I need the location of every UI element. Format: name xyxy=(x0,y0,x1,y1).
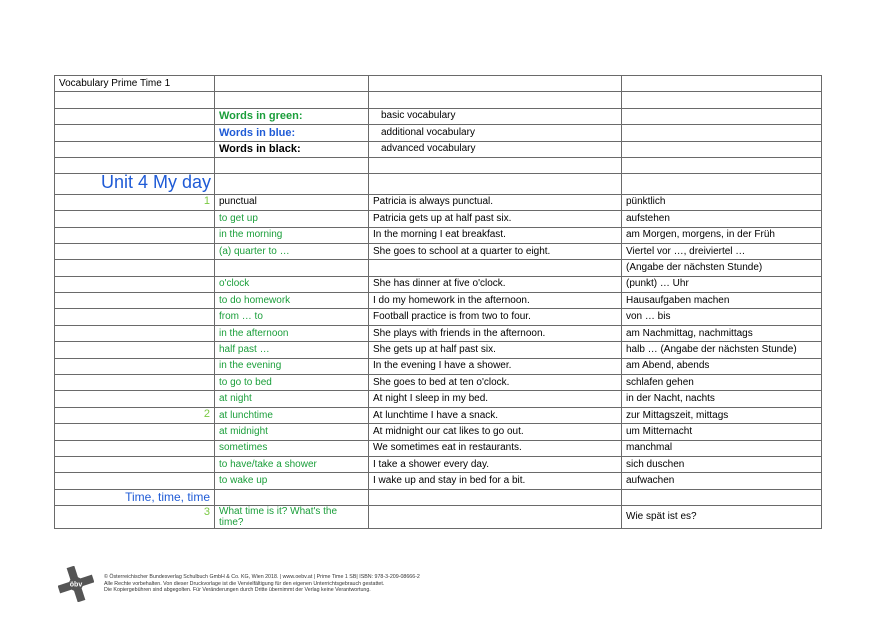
example-sentence: Patricia gets up at half past six. xyxy=(369,211,622,227)
row-number xyxy=(55,473,215,489)
row-number xyxy=(55,260,215,276)
translation: manchmal xyxy=(622,440,822,456)
row-number xyxy=(55,211,215,227)
example-sentence: In the morning I eat breakfast. xyxy=(369,227,622,243)
translation: am Abend, abends xyxy=(622,358,822,374)
translation: Wie spät ist es? xyxy=(622,506,822,529)
example-sentence: Patricia is always punctual. xyxy=(369,194,622,210)
unit-heading-row xyxy=(55,174,822,194)
vocab-row xyxy=(55,424,822,440)
unit-title: Unit 4 My day xyxy=(55,174,215,194)
translation: halb … (Angabe der nächsten Stunde) xyxy=(622,342,822,358)
translation: Viertel vor …, dreiviertel … xyxy=(622,243,822,259)
row-number xyxy=(55,309,215,325)
row-number: 2 xyxy=(55,407,215,423)
example-sentence: I do my homework in the afternoon. xyxy=(369,293,622,309)
row-number: 1 xyxy=(55,194,215,210)
vocab-row xyxy=(55,456,822,472)
vocab-word: to go to bed xyxy=(215,375,369,391)
vocab-word: sometimes xyxy=(215,440,369,456)
row-number xyxy=(55,243,215,259)
row-number xyxy=(55,391,215,407)
legend-description-green: basic vocabulary xyxy=(369,108,622,124)
vocab-word: to wake up xyxy=(215,473,369,489)
vocab-word: half past … xyxy=(215,342,369,358)
vocab-word: in the morning xyxy=(215,227,369,243)
translation: pünktlich xyxy=(622,194,822,210)
vocab-word: What time is it? What's the time? xyxy=(215,506,369,529)
vocab-word: o'clock xyxy=(215,276,369,292)
vocab-row xyxy=(55,358,822,374)
title-row xyxy=(55,76,822,92)
vocabulary-table xyxy=(54,75,822,529)
example-sentence: At lunchtime I have a snack. xyxy=(369,407,622,423)
translation: zur Mittagszeit, mittags xyxy=(622,407,822,423)
vocab-row xyxy=(55,211,822,227)
row-number xyxy=(55,342,215,358)
vocab-word: in the afternoon xyxy=(215,325,369,341)
vocab-row xyxy=(55,293,822,309)
legend-label-green: Words in green: xyxy=(215,108,369,124)
example-sentence: She has dinner at five o'clock. xyxy=(369,276,622,292)
translation: sich duschen xyxy=(622,456,822,472)
vocab-row xyxy=(55,227,822,243)
translation: (Angabe der nächsten Stunde) xyxy=(622,260,822,276)
legend-label-blue: Words in blue: xyxy=(215,125,369,141)
vocab-row xyxy=(55,243,822,259)
translation: um Mitternacht xyxy=(622,424,822,440)
example-sentence xyxy=(369,506,622,529)
row-number xyxy=(55,325,215,341)
vocab-word: from … to xyxy=(215,309,369,325)
oebv-logo-icon xyxy=(58,566,94,602)
example-sentence: I wake up and stay in bed for a bit. xyxy=(369,473,622,489)
translation: am Morgen, morgens, in der Früh xyxy=(622,227,822,243)
row-number: 3 xyxy=(55,506,215,529)
row-number xyxy=(55,358,215,374)
spacer-row xyxy=(55,157,822,173)
legend-description-black: advanced vocabulary xyxy=(369,141,622,157)
translation: aufstehen xyxy=(622,211,822,227)
vocab-word: in the evening xyxy=(215,358,369,374)
example-sentence: I take a shower every day. xyxy=(369,456,622,472)
vocab-row xyxy=(55,506,822,529)
row-number xyxy=(55,424,215,440)
vocab-word: at lunchtime xyxy=(215,407,369,423)
section-title: Time, time, time xyxy=(55,489,215,505)
section-heading-row xyxy=(55,489,822,505)
vocab-word xyxy=(215,260,369,276)
row-number xyxy=(55,456,215,472)
translation: schlafen gehen xyxy=(622,375,822,391)
vocab-row xyxy=(55,325,822,341)
logo-text: öbv xyxy=(69,581,83,589)
example-sentence: We sometimes eat in restaurants. xyxy=(369,440,622,456)
document-title: Vocabulary Prime Time 1 xyxy=(55,76,215,92)
vocab-row xyxy=(55,309,822,325)
row-number xyxy=(55,375,215,391)
legend-row-blue xyxy=(55,125,822,141)
example-sentence: In the evening I have a shower. xyxy=(369,358,622,374)
row-number xyxy=(55,440,215,456)
example-sentence: At midnight our cat likes to go out. xyxy=(369,424,622,440)
footer-line: © Österreichischer Bundesverlag Schulbuch GmbH & Co. KG, Wien 2018. | www.oebv.at | Prime Time 1 SB| ISBN: 978-3-209-08666-2 xyxy=(104,574,420,580)
example-sentence: She goes to bed at ten o'clock. xyxy=(369,375,622,391)
footer-line: Alle Rechte vorbehalten. Von dieser Druckvorlage ist die Vervielfältigung für den eigenen Unterrichtsgebrauch gestattet. xyxy=(104,580,385,587)
translation: von … bis xyxy=(622,309,822,325)
translation: (punkt) … Uhr xyxy=(622,276,822,292)
vocab-word: to have/take a shower xyxy=(215,456,369,472)
legend-label-black: Words in black: xyxy=(215,141,369,157)
footer-line: Die Kopiergebühren sind abgegolten. Für Veränderungen durch Dritte übernimmt der Verlag keine Verantwortung. xyxy=(104,587,371,594)
legend-description-blue: additional vocabulary xyxy=(369,125,622,141)
vocab-row xyxy=(55,194,822,210)
vocab-row xyxy=(55,473,822,489)
vocab-row xyxy=(55,342,822,358)
vocab-word: to do homework xyxy=(215,293,369,309)
example-sentence: She goes to school at a quarter to eight. xyxy=(369,243,622,259)
vocab-word: (a) quarter to … xyxy=(215,243,369,259)
vocab-word: to get up xyxy=(215,211,369,227)
translation: in der Nacht, nachts xyxy=(622,391,822,407)
row-number xyxy=(55,276,215,292)
vocab-row xyxy=(55,375,822,391)
vocab-word: at midnight xyxy=(215,424,369,440)
example-sentence: At night I sleep in my bed. xyxy=(369,391,622,407)
row-number xyxy=(55,293,215,309)
vocab-row xyxy=(55,276,822,292)
translation: am Nachmittag, nachmittags xyxy=(622,325,822,341)
vocab-row xyxy=(55,440,822,456)
example-sentence: She gets up at half past six. xyxy=(369,342,622,358)
legend-row-black xyxy=(55,141,822,157)
example-sentence: Football practice is from two to four. xyxy=(369,309,622,325)
translation: Hausaufgaben machen xyxy=(622,293,822,309)
vocab-row xyxy=(55,260,822,276)
row-number xyxy=(55,227,215,243)
example-sentence xyxy=(369,260,622,276)
vocab-word: punctual xyxy=(215,194,369,210)
example-sentence: She plays with friends in the afternoon. xyxy=(369,325,622,341)
spacer-row xyxy=(55,92,822,108)
vocab-row xyxy=(55,391,822,407)
vocab-row xyxy=(55,407,822,423)
legend-row-green xyxy=(55,108,822,124)
translation: aufwachen xyxy=(622,473,822,489)
footer xyxy=(58,566,420,602)
vocab-word: at night xyxy=(215,391,369,407)
